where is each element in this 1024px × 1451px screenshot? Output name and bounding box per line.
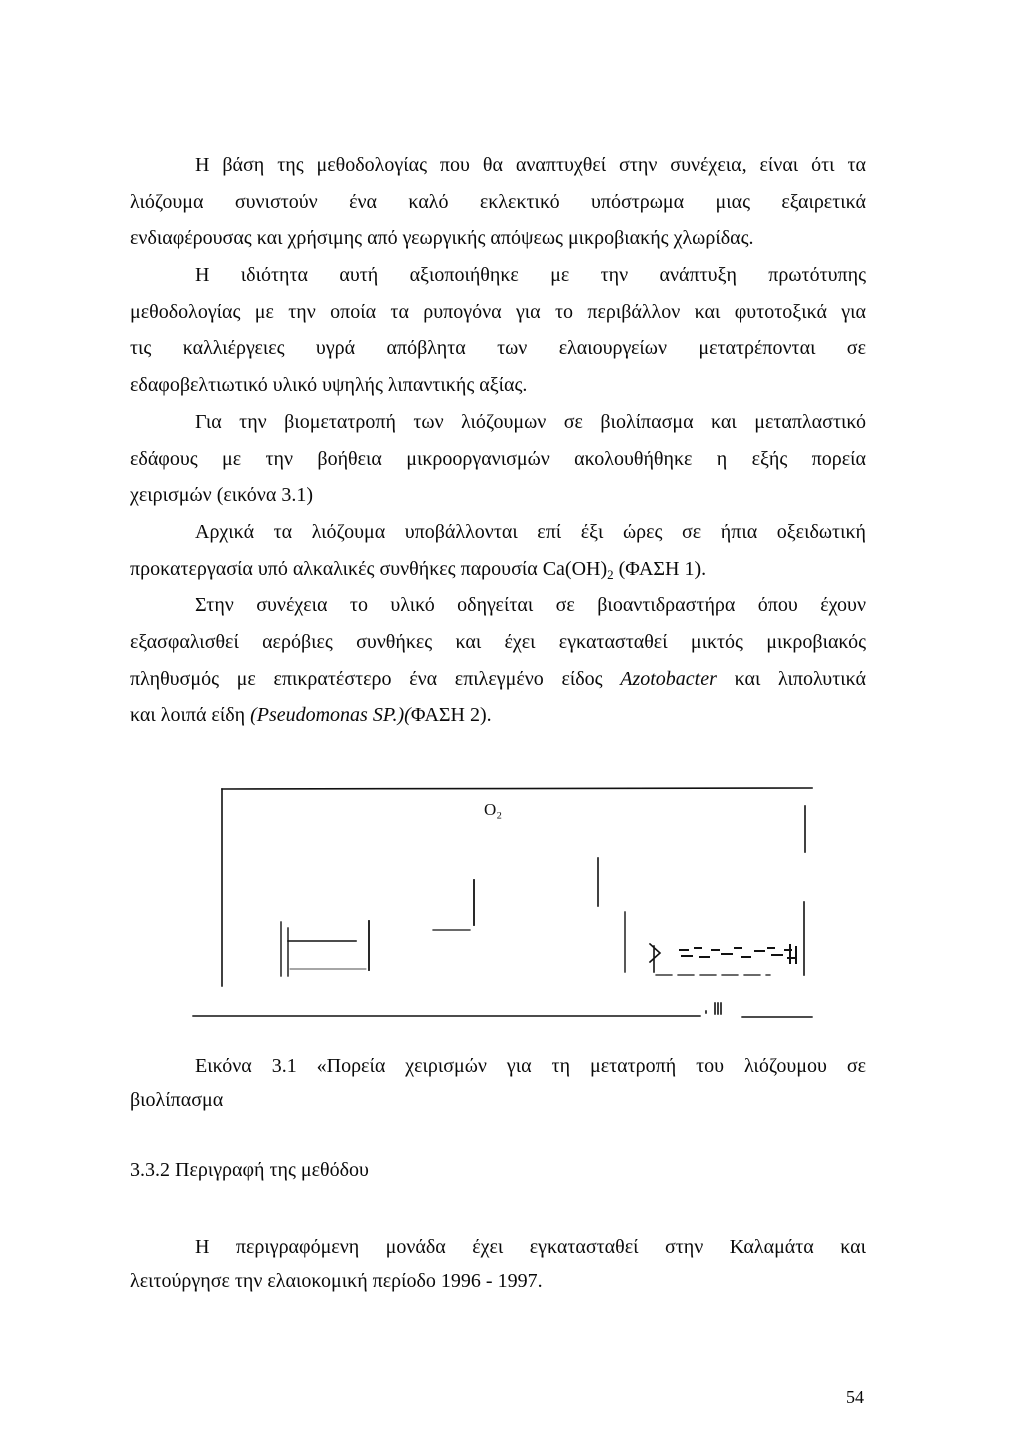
text-line [130, 697, 866, 734]
text-line: εδαφοβελτιωτικό υλικό υψηλής λιπαντικής αξίας. [130, 374, 528, 397]
paragraph-phase-1 [130, 514, 866, 587]
text-line: Στην συνέχεια το υλικό οδηγείται σε βιοαντιδραστήρα όπου έχουν [195, 594, 866, 617]
species-name-italic: (Pseudomonas SP.)( [250, 704, 411, 727]
paragraph-bioconversion [130, 404, 866, 514]
text-line: Η ιδιότητα αυτή αξιοποιήθηκε με την ανάπτυξη πρωτότυπης [195, 264, 866, 287]
text-segment: πληθυσμός με επικρατέστερο ένα επιλεγμένο είδος [130, 667, 621, 690]
paragraph-unit-description [130, 1230, 866, 1298]
text-line: χειρισμών (εικόνα 3.1) [130, 484, 313, 507]
body-text [130, 147, 866, 734]
text-line [130, 661, 866, 698]
air-arrow-icon [650, 944, 660, 972]
section-heading-block [130, 1153, 866, 1187]
paragraph-property-exploitation [130, 257, 866, 404]
figure-caption [130, 1049, 866, 1117]
page-number: 54 [846, 1387, 864, 1407]
section-heading: 3.3.2 Περιγραφή της μεθόδου [130, 1159, 369, 1181]
paragraph-methodology-basis [130, 147, 866, 257]
text-segment: ΦΑΣΗ 2). [410, 704, 492, 727]
text-segment: προκατεργασία υπό αλκαλικές συνθήκες παρουσία Ca(OH) [130, 557, 608, 580]
text-segment: (ΦΑΣΗ 1). [613, 557, 707, 580]
species-name-italic: Azotobacter [620, 667, 717, 690]
paragraph-phase-2 [130, 587, 866, 734]
text-segment: και λοιπά είδη [130, 704, 251, 727]
text-line: μεθοδολογίας με την οποία τα ρυπογόνα για το περιβάλλον και φυτοτοξικά για [130, 300, 866, 323]
aeration-bubbles [680, 945, 796, 963]
text-line: εξασφαλισθεί αερόβιες συνθήκες και έχει εγκατασταθεί μικτός μικροβιακός [130, 630, 866, 653]
caption-line: βιολίπασμα [130, 1089, 224, 1111]
pretreatment-tank [281, 921, 369, 976]
text-line: Αρχικά τα λιόζουμα υποβάλλονται επί έξι ώρες σε ήπια οξειδωτική [195, 520, 866, 543]
oxygen-label: O₂ [484, 800, 503, 819]
text-line: εδάφους με την βοήθεια μικροοργανισμών ακολουθήθηκε η εξής πορεία [130, 447, 866, 470]
text-line: Η περιγραφόμενη μονάδα έχει εγκατασταθεί στην Καλαμάτα και [195, 1236, 866, 1258]
text-line [130, 551, 866, 588]
process-diagram [180, 775, 830, 1030]
chemical-subscript: 2 [607, 566, 614, 582]
text-segment: και λιπολυτικά [716, 667, 866, 690]
text-line: λιόζουμα συνιστούν ένα καλό εκλεκτικό υπόστρωμα μιας εξαιρετικά [130, 190, 866, 213]
text-line: τις καλλιέργειες υγρά απόβλητα των ελαιουργείων μετατρέπονται σε [130, 337, 866, 360]
aeration-diffuser [650, 944, 796, 975]
text-line: λειτούργησε την ελαιοκομική περίοδο 1996 - 1997. [130, 1270, 543, 1292]
outlet-marks [706, 1003, 721, 1014]
text-line: ενδιαφέρουσας και χρήσιμης από γεωργικής απόψεως μικροβιακής χλωρίδας. [130, 227, 754, 250]
text-line: Η βάση της μεθοδολογίας που θα αναπτυχθεί στην συνέχεια, είναι ότι τα [195, 154, 866, 176]
reactor-top-wall [222, 788, 812, 789]
text-line: Για την βιομετατροπή των λιόζουμων σε βιολίπασμα και μεταπλαστικό [195, 410, 866, 433]
caption-line: Εικόνα 3.1 «Πορεία χειρισμών για τη μετατροπή του λιόζουμου σε [195, 1055, 866, 1077]
